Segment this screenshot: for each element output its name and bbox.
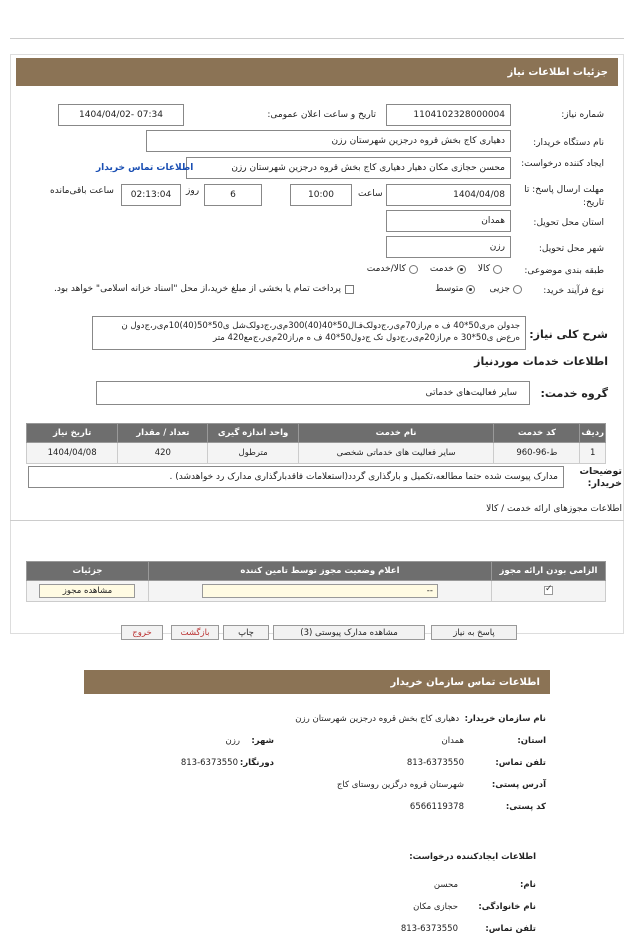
contact-title-bar — [84, 670, 550, 694]
creator-info-title: اطلاعات ایجادکننده درخواست: — [409, 852, 536, 862]
need-number-label: شماره نیاز: — [561, 110, 604, 120]
contact-city-value: رزن — [225, 736, 240, 746]
days-field: 6 — [204, 184, 262, 206]
row-number: 1 — [580, 443, 606, 464]
col-service-code: کد خدمت — [494, 424, 580, 443]
permits-table-header — [27, 562, 606, 581]
remaining-field: 02:13:04 — [121, 184, 181, 206]
radio-selected-icon[interactable] — [466, 285, 475, 294]
province-label: استان محل تحویل: — [533, 218, 604, 228]
permit-status-cell — [148, 581, 491, 602]
province-field: همدان — [386, 210, 511, 232]
creator-phone: تلفن تماس: — [485, 924, 536, 934]
permits-table — [26, 561, 606, 602]
summary-box — [92, 316, 526, 350]
process-option-minor[interactable]: جزیی — [489, 284, 522, 294]
treasury-checkbox[interactable] — [345, 285, 354, 294]
announce-field: 1404/04/02- 07:34 — [58, 104, 184, 126]
contact-postal: کد پستی: — [505, 802, 546, 812]
permit-required-cell — [491, 581, 605, 602]
table-row — [27, 443, 606, 464]
service-code: ط-96-960 — [494, 443, 580, 464]
contact-postal-value: 6566119378 — [409, 802, 464, 812]
print-button[interactable]: چاپ — [223, 625, 269, 640]
permit-status-input[interactable]: -- — [202, 584, 438, 598]
service-group-label: گروه خدمت: — [540, 387, 608, 400]
time-label: ساعت — [358, 189, 383, 199]
buyer-org-field: دهیاری کاج بخش قروه درجزین شهرستان رزن — [146, 130, 511, 152]
contact-province: استان: — [517, 736, 546, 746]
top-divider — [10, 38, 624, 39]
page-title: جزئیات اطلاعات نیاز — [507, 66, 608, 78]
col-permit-status: اعلام وضعیت مجوز توسط تامین کننده — [148, 562, 491, 581]
permit-details-cell — [27, 581, 149, 602]
contact-fax: دورنگار: — [239, 758, 274, 768]
process-label: نوع فرآیند خرید: — [543, 286, 604, 296]
buyer-notes-label: توضیحات خریدار: — [579, 466, 622, 489]
unit: مترطول — [208, 443, 298, 464]
category-option-goods[interactable]: کالا — [478, 264, 502, 274]
buyer-org-label: نام دستگاه خریدار: — [533, 138, 604, 148]
contact-org: نام سازمان خریدار: دهیاری کاج بخش قروه درجزین شهرستان رزن — [295, 714, 546, 724]
radio-icon[interactable] — [493, 265, 502, 274]
contact-city: شهر: — [251, 736, 274, 746]
table-row — [27, 581, 606, 602]
col-permit-required: الزامی بودن ارائه مجوز — [491, 562, 605, 581]
remaining-label: ساعت باقی‌مانده — [50, 186, 114, 196]
exit-button[interactable]: خروج — [121, 625, 163, 640]
permit-required-checkbox — [544, 586, 553, 595]
radio-icon[interactable] — [409, 265, 418, 274]
contact-phone: تلفن تماس: — [495, 758, 546, 768]
services-table-header — [27, 424, 606, 443]
quantity: 420 — [118, 443, 208, 464]
permits-title: اطلاعات مجوزهای ارائه خدمت / کالا — [486, 504, 622, 514]
category-option-service[interactable]: خدمت — [430, 264, 466, 274]
category-option-goods-service[interactable]: کالا/خدمت — [367, 264, 418, 274]
process-radio-group — [435, 284, 522, 294]
col-need-date: تاریخ نیاز — [27, 424, 118, 443]
col-quantity: تعداد / مقدار — [118, 424, 208, 443]
permits-divider — [10, 520, 624, 521]
col-service-name: نام خدمت — [298, 424, 494, 443]
buyer-contact-link[interactable]: اطلاعات تماس خریدار — [96, 163, 194, 173]
services-table — [26, 423, 606, 464]
payment-note: پرداخت تمام یا بخشی از مبلغ خرید،از محل "اسناد خزانه اسلامی" خواهد بود. — [54, 284, 354, 294]
need-number-field: 1104102328000004 — [386, 104, 511, 126]
buyer-notes-field: مدارک پیوست شده حتما مطالعه،تکمیل و بارگذاری گردد(استعلامات فاقدبارگذاری مدارک رد خواهدشد) . — [28, 466, 564, 488]
summary-label: شرح کلی نیاز: — [529, 328, 608, 341]
deadline-label: مهلت ارسال پاسخ: تا تاریخ: — [524, 185, 604, 208]
creator-name-value: محسن — [433, 880, 458, 890]
services-title: اطلاعات خدمات موردنیاز — [474, 355, 608, 368]
category-radio-group — [367, 264, 502, 274]
col-row: ردیف — [580, 424, 606, 443]
back-button[interactable]: بازگشت — [171, 625, 219, 640]
process-option-medium[interactable]: متوسط — [435, 284, 475, 294]
contact-title: اطلاعات تماس سازمان خریدار — [390, 676, 540, 688]
need-date: 1404/04/08 — [27, 443, 118, 464]
radio-selected-icon[interactable] — [457, 265, 466, 274]
creator-label: ایجاد کننده درخواست: — [521, 159, 604, 169]
attachments-button[interactable]: مشاهده مدارک پیوستی (3) — [273, 625, 425, 640]
service-group-field: سایر فعالیت‌های خدماتی — [96, 381, 530, 405]
contact-address: آدرس پستی: — [491, 780, 546, 790]
creator-family: نام خانوادگی: — [478, 902, 536, 912]
page-title-bar — [16, 58, 618, 86]
creator-phone-value: 813-6373550 — [400, 924, 458, 934]
reply-button[interactable]: پاسخ به نیاز — [431, 625, 517, 640]
contact-address-value: شهرستان قروه درگزین روستای کاج — [336, 780, 464, 790]
city-label: شهر محل تحویل: — [538, 244, 604, 254]
summary-text: جدولن ه‌ری50*40 ف ه م‌ر‌از70م‌ی‌ر،ج‌دولک‌فـ‌ال50*40(40)300م‌ی‌ر،ج‌دولک‌شل ی50*50(40)10م‌ی‌ر،ج‌دول ن ه‌رع‌ض ی50*30 ه م‌ر‌از20م‌ی‌ر،ج‌دول تک ج‌دول50*40 ف ه م‌ر‌از20م‌ی‌ر،ج‌مع420 متر — [121, 321, 520, 343]
radio-icon[interactable] — [513, 285, 522, 294]
contact-province-value: همدان — [441, 736, 464, 746]
check-icon: ✓ — [544, 584, 553, 594]
deadline-date-field: 1404/04/08 — [386, 184, 511, 206]
contact-phone-value: 813-6373550 — [406, 758, 464, 768]
days-label: روز — [186, 186, 200, 196]
announce-label: تاریخ و ساعت اعلان عمومی: — [267, 110, 376, 120]
col-permit-details: جزئیات — [27, 562, 149, 581]
service-name: سایر فعالیت های خدماتی شخصی — [298, 443, 494, 464]
creator-family-value: حجازی مکان — [413, 902, 458, 912]
view-permit-button[interactable]: مشاهده مجوز — [39, 584, 135, 598]
creator-field: محسن حجازی مکان دهیار دهیاری کاج بخش قروه درجزین شهرستان رزن — [186, 157, 511, 179]
deadline-time-field: 10:00 — [290, 184, 352, 206]
category-label: طبقه بندی موضوعی: — [524, 266, 604, 276]
contact-fax-value: 813-6373550 — [180, 758, 238, 768]
city-field: رزن — [386, 236, 511, 258]
col-unit: واحد اندازه گیری — [208, 424, 298, 443]
creator-name: نام: — [519, 880, 536, 890]
